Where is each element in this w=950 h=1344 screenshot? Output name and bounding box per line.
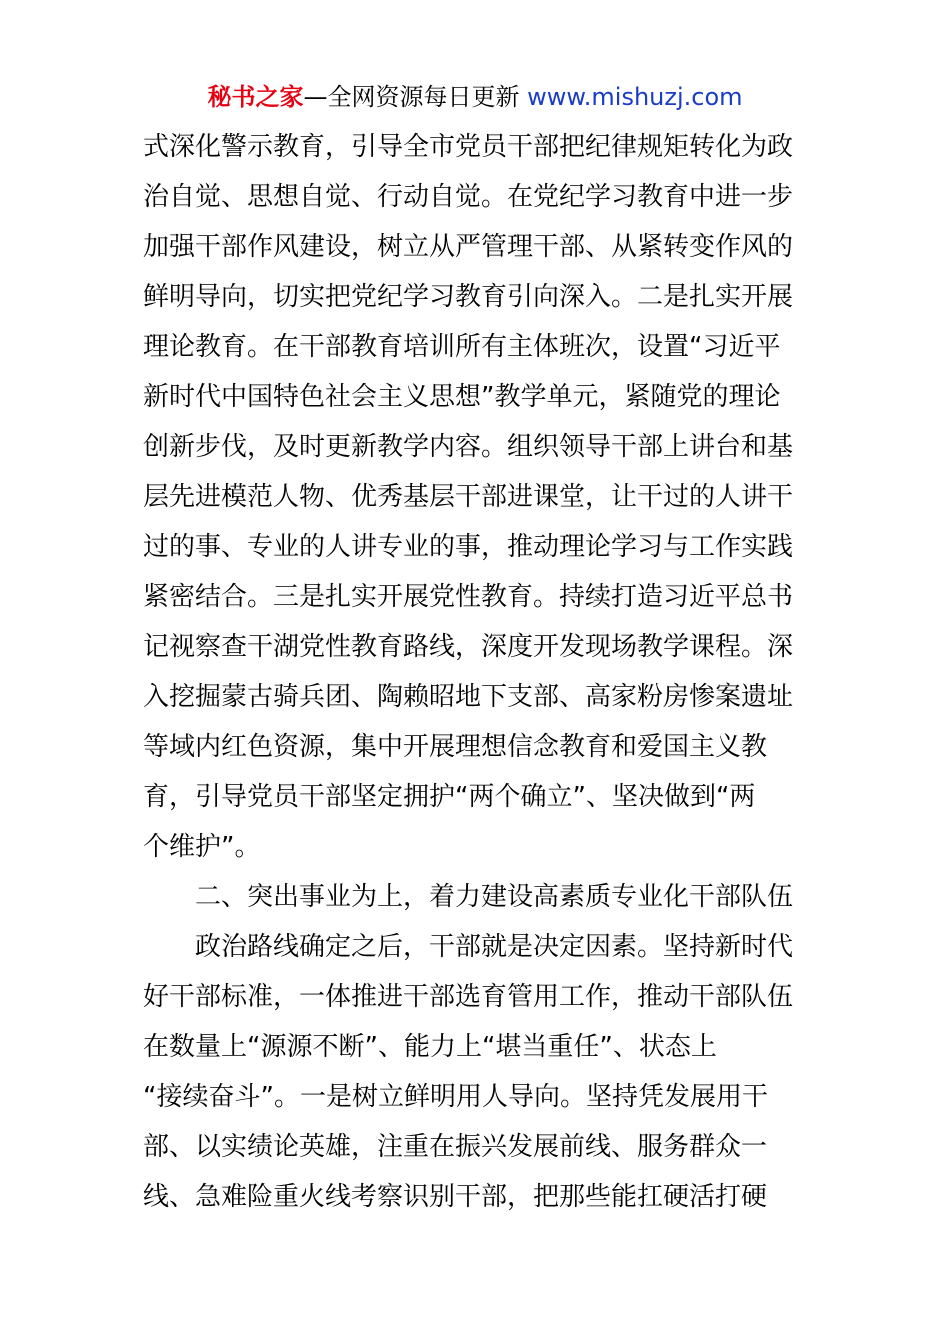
site-header	[0, 80, 950, 114]
text-line: 在数量上“源源不断”、能力上“堪当重任”、状态上	[143, 1032, 717, 1062]
text-line: 鲜明导向，切实把党纪学习教育引向深入。二是扎实开展	[143, 282, 794, 312]
text-line: 理论教育。在干部教育培训所有主体班次，设置“习近平	[143, 332, 781, 362]
text-line: 式深化警示教育，引导全市党员干部把纪律规矩转化为政	[143, 132, 794, 162]
text-line: 好干部标准，一体推进干部选育管用工作，推动干部队伍	[143, 982, 794, 1012]
site-url: www.mishuzj.com	[527, 83, 743, 111]
text-line: 紧密结合。三是扎实开展党性教育。持续打造习近平总书	[143, 582, 794, 612]
text-line: 育，引导党员干部坚定拥护“两个确立”、坚决做到“两	[143, 782, 756, 812]
text-line: “接续奋斗”。一是树立鲜明用人导向。坚持凭发展用干	[143, 1082, 768, 1112]
text-line: 线、急难险重火线考察识别干部，把那些能扛硬活打硬	[143, 1182, 768, 1212]
text-line: 记视察查干湖党性教育路线，深度开发现场教学课程。深	[143, 632, 794, 662]
text-line: 层先进模范人物、优秀基层干部进课堂，让干过的人讲干	[143, 482, 794, 512]
site-brand: 秘书之家	[207, 83, 304, 111]
text-line: 个维护”。	[143, 832, 261, 862]
section-heading: 二、突出事业为上，着力建设高素质专业化干部队伍	[195, 882, 794, 912]
text-line: 过的事、专业的人讲专业的事，推动理论学习与工作实践	[143, 532, 794, 562]
paragraph-start: 政治路线确定之后，干部就是决定因素。坚持新时代	[195, 932, 794, 962]
text-line: 等域内红色资源，集中开展理想信念教育和爱国主义教	[143, 732, 768, 762]
text-line: 部、以实绩论英雄，注重在振兴发展前线、服务群众一	[143, 1132, 768, 1162]
text-line: 创新步伐，及时更新教学内容。组织领导干部上讲台和基	[143, 432, 794, 462]
text-line: 治自觉、思想自觉、行动自觉。在党纪学习教育中进一步	[143, 182, 794, 212]
text-line: 入挖掘蒙古骑兵团、陶赖昭地下支部、高家粉房惨案遗址	[143, 682, 794, 712]
text-line: 新时代中国特色社会主义思想”教学单元，紧随党的理论	[143, 382, 781, 412]
site-slogan: —全网资源每日更新	[303, 83, 520, 111]
text-line: 加强干部作风建设，树立从严管理干部、从紧转变作风的	[143, 232, 794, 262]
document-body	[143, 122, 823, 1222]
